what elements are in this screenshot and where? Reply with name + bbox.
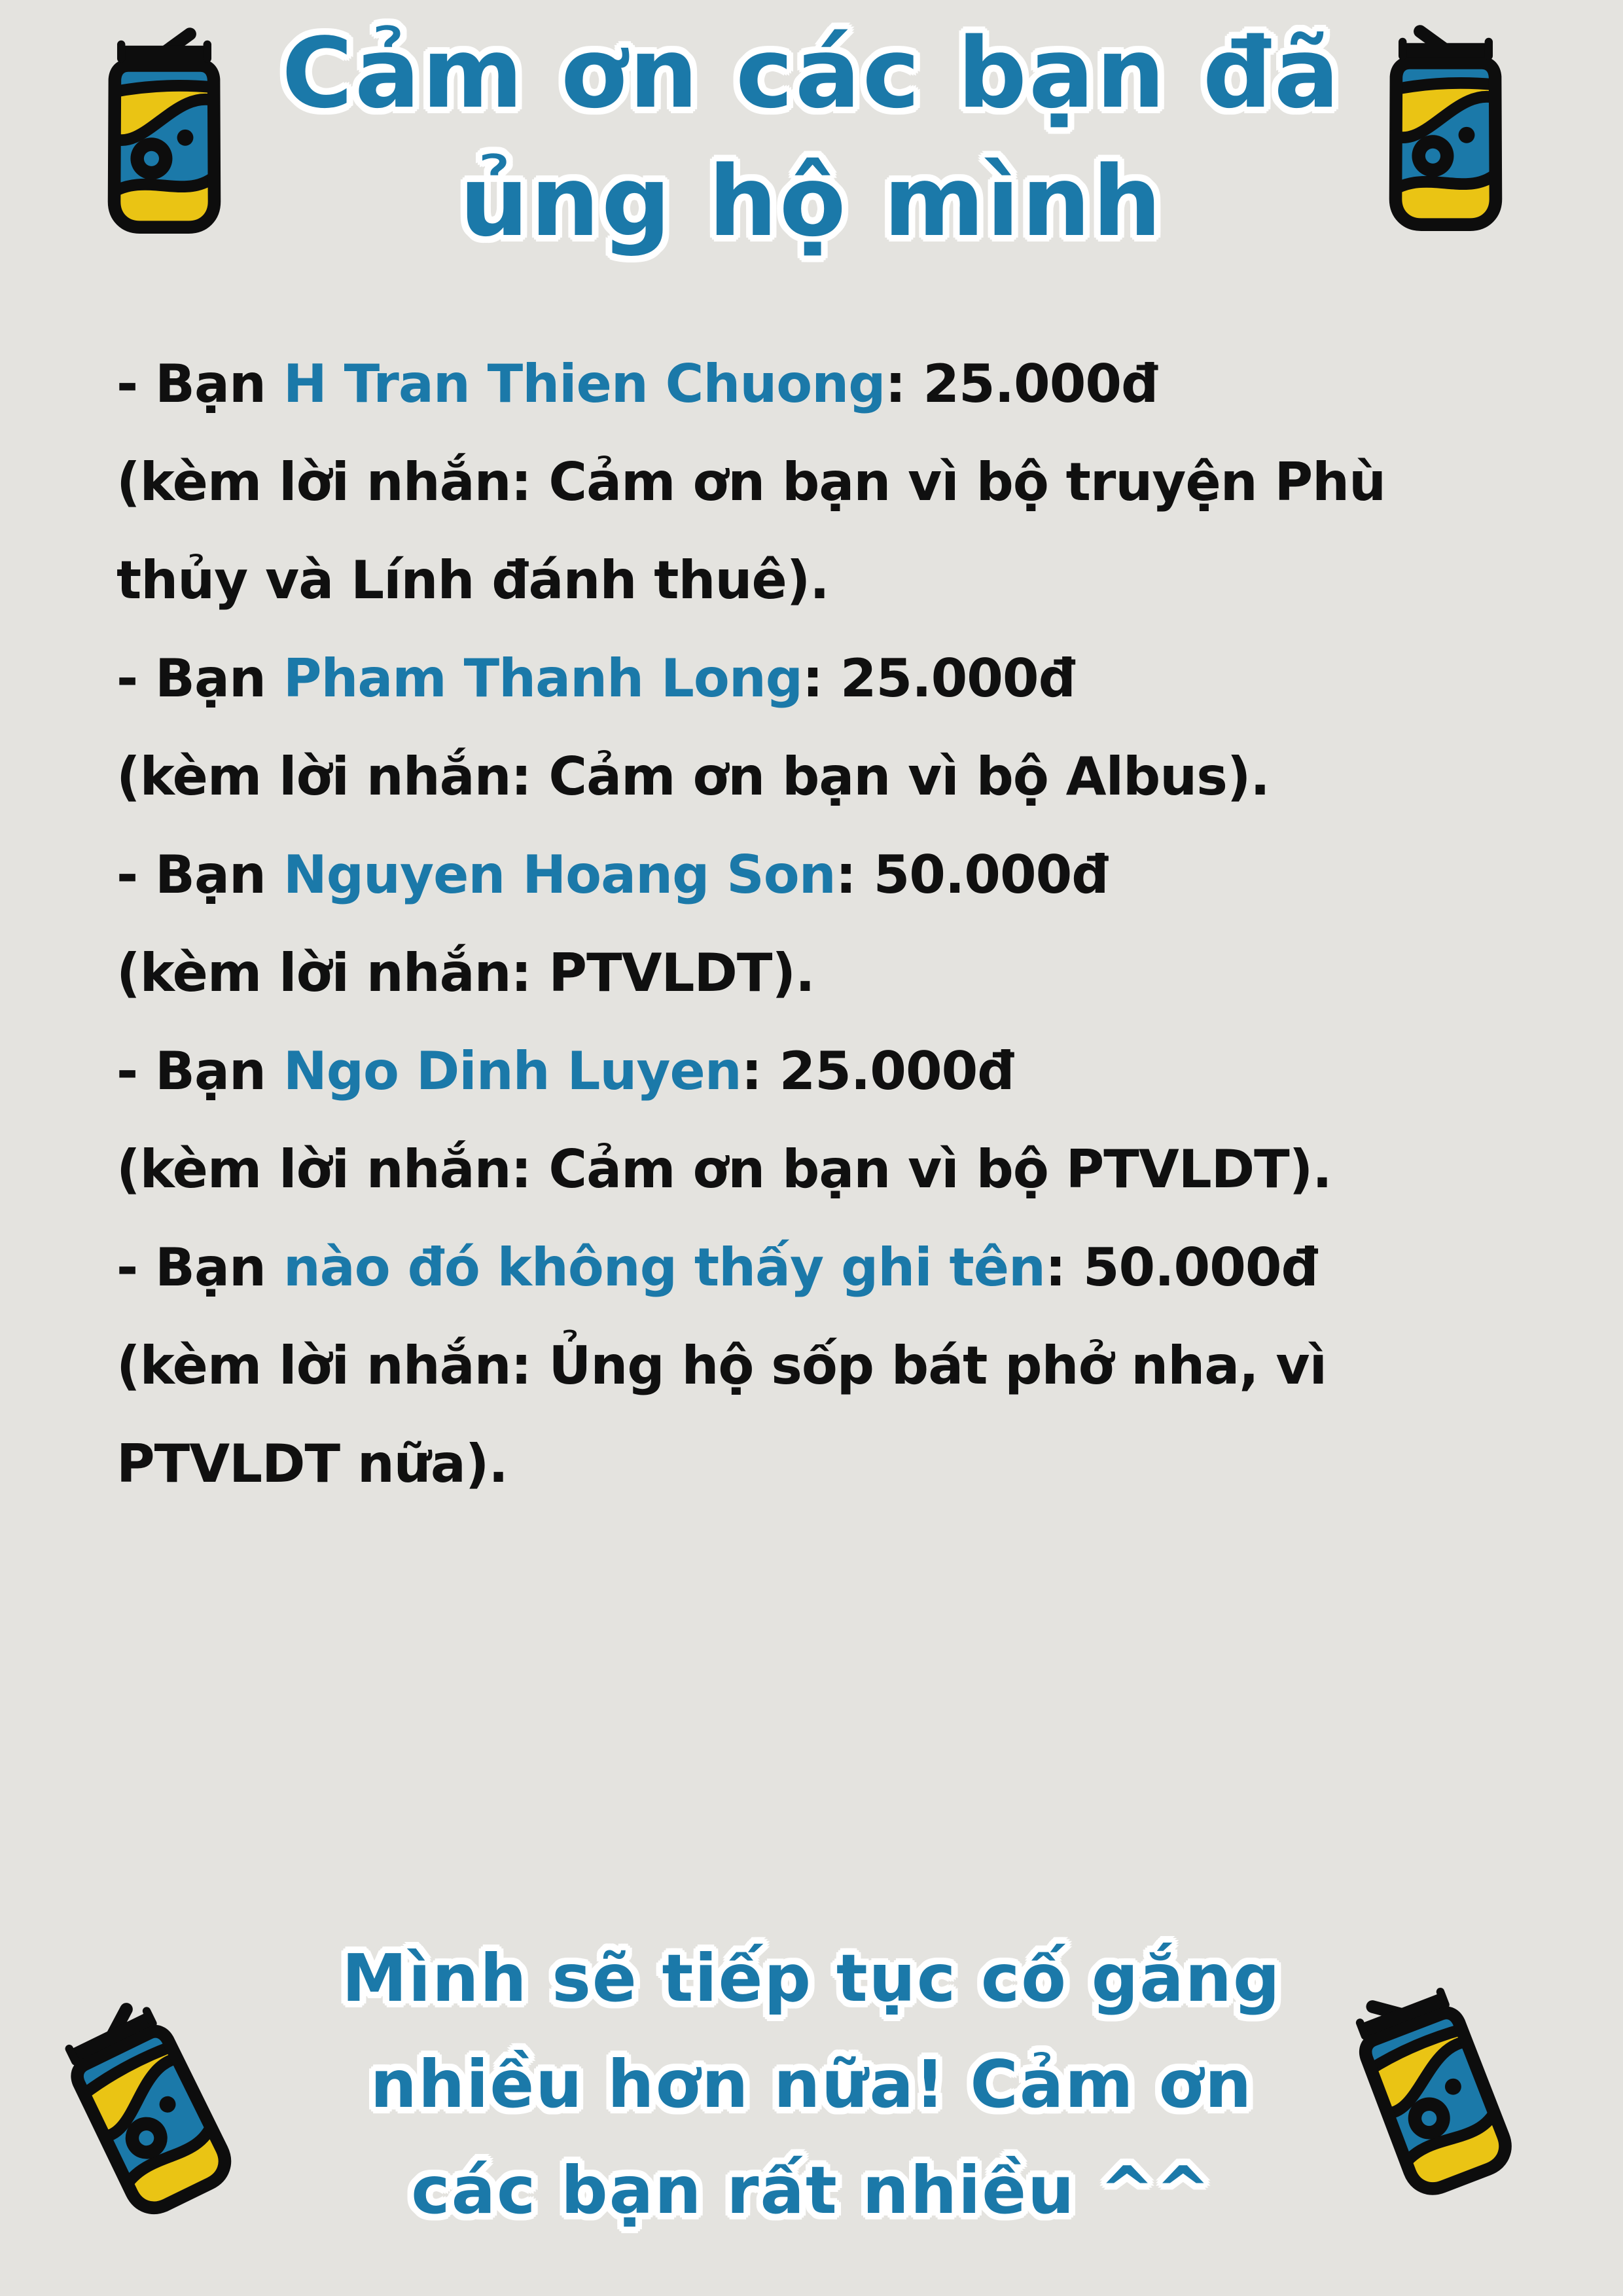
donor-prefix: - Bạn [116, 353, 283, 414]
donor-amount: : 50.000đ [1044, 1237, 1318, 1298]
footer-line2: nhiều hơn nữa! Cảm ơn [370, 2046, 1253, 2123]
donor-note-line: (kèm lời nhắn: Cảm ơn bạn vì bộ PTVLDT). [116, 1139, 1332, 1200]
donor-name: Ngo Dinh Luyen [283, 1041, 741, 1102]
donor-line [116, 630, 1517, 728]
page-title-line2: ủng hộ mình [459, 145, 1164, 258]
donor-note-line: (kèm lời nhắn: Ủng hộ sốp bát phở nha, vì [116, 1335, 1327, 1396]
donor-name: Nguyen Hoang Son [283, 844, 836, 905]
donor-line [116, 1022, 1517, 1121]
donor-note-line: (kèm lời nhắn: Cảm ơn bạn vì bộ truyện Phù [116, 452, 1386, 512]
page-title-line1: Cảm ơn các bạn đã [281, 17, 1342, 130]
donor-name: nào đó không thấy ghi tên [283, 1237, 1045, 1298]
donor-note-line: thủy và Lính đánh thuê). [116, 550, 829, 611]
donor-amount: : 50.000đ [835, 844, 1109, 905]
soda-can-icon [106, 24, 223, 239]
donor-line [116, 826, 1517, 924]
donor-line [116, 1219, 1517, 1317]
donor-line [116, 335, 1517, 433]
page-title [0, 9, 1623, 266]
footer-line1: Mình sẽ tiếp tục cố gắng [342, 1940, 1281, 2017]
donor-name: Pham Thanh Long [283, 648, 803, 709]
donor-name: H Tran Thien Chuong [283, 353, 885, 414]
footer-line3: các bạn rất nhiều ^^ [411, 2152, 1212, 2229]
donor-note-line: (kèm lời nhắn: Cảm ơn bạn vì bộ Albus). [116, 746, 1270, 807]
donor-note-line: PTVLDT nữa). [116, 1433, 508, 1494]
donor-amount: : 25.000đ [802, 648, 1075, 709]
donor-amount: : 25.000đ [741, 1041, 1014, 1102]
donor-prefix: - Bạn [116, 1041, 283, 1102]
donor-prefix: - Bạn [116, 1237, 283, 1298]
donor-list [116, 335, 1517, 1513]
donor-amount: : 25.000đ [885, 353, 1158, 414]
donor-prefix: - Bạn [116, 844, 283, 905]
donor-prefix: - Bạn [116, 648, 283, 709]
soda-can-icon [1387, 21, 1504, 236]
donor-note-line: (kèm lời nhắn: PTVLDT). [116, 942, 815, 1003]
